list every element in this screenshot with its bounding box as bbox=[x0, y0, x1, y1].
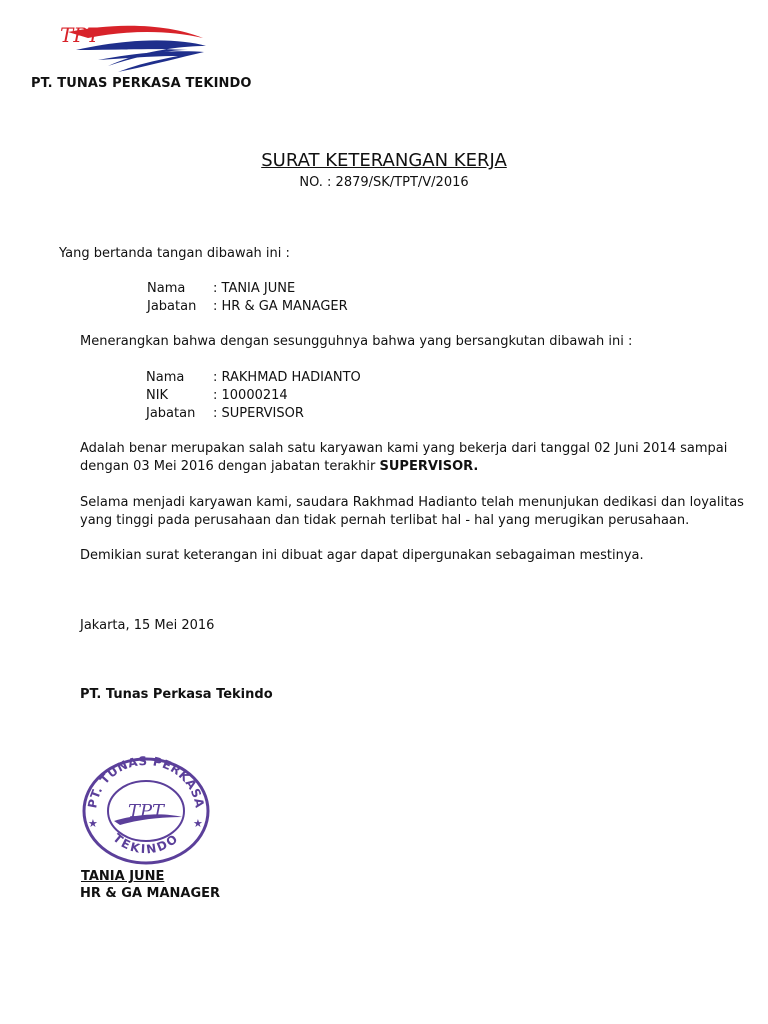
para3-text: Demikian surat keterangan ini dibuat agar dapat dipergunakan sebagaiman mestinya. bbox=[80, 548, 644, 563]
stamp-top-text: PT. TUNAS PERKASA bbox=[85, 755, 207, 810]
signer-name: TANIA JUNE bbox=[81, 869, 165, 884]
stamp-bottom-text: TEKINDO bbox=[110, 830, 182, 857]
employee-position-label: Jabatan bbox=[146, 406, 196, 421]
employee-position-value: : SUPERVISOR bbox=[213, 406, 304, 421]
employee-name-value: : RAKHMAD HADIANTO bbox=[213, 370, 361, 385]
para2-line2: yang tinggi pada perusahaan dan tidak pernah terlibat hal - hal yang merugikan perusahaan. bbox=[80, 513, 690, 528]
signatory-name-label: Nama bbox=[147, 281, 186, 296]
statement-text: Menerangkan bahwa dengan sesungguhnya bahwa yang bersangkutan dibawah ini : bbox=[80, 334, 633, 349]
stamp-center-text: TPT bbox=[127, 801, 165, 822]
signatory-position-label: Jabatan bbox=[147, 299, 197, 314]
letter-number: NO. : 2879/SK/TPT/V/2016 bbox=[299, 175, 469, 190]
signatory-name-value: : TANIA JUNE bbox=[213, 281, 296, 296]
signer-title: HR & GA MANAGER bbox=[80, 886, 221, 901]
para1-line2 bbox=[80, 459, 478, 474]
para1-line2-text: dengan 03 Mei 2016 dengan jabatan terakhir bbox=[80, 459, 380, 474]
logo-text: TPT bbox=[60, 23, 101, 47]
company-logo bbox=[58, 16, 208, 76]
para2-line1: Selama menjadi karyawan kami, saudara Rakhmad Hadianto telah menunjukan dedikasi dan loyalitas bbox=[80, 495, 744, 510]
logo-swoosh-blue-2 bbox=[98, 51, 204, 72]
place-date: Jakarta, 15 Mei 2016 bbox=[80, 618, 215, 633]
para1-line1: Adalah benar merupakan salah satu karyawan kami yang bekerja dari tanggal 02 Juni 2014 sampai bbox=[80, 441, 728, 456]
company-name: PT. TUNAS PERKASA TEKINDO bbox=[31, 76, 252, 91]
stamp-star-right: ★ bbox=[193, 817, 203, 830]
svg-text:TEKINDO bbox=[110, 831, 181, 857]
employee-nik-label: NIK bbox=[146, 388, 169, 403]
signatory-position-value: : HR & GA MANAGER bbox=[213, 299, 348, 314]
employee-name-label: Nama bbox=[146, 370, 185, 385]
intro-text: Yang bertanda tangan dibawah ini : bbox=[59, 246, 290, 261]
company-sign: PT. Tunas Perkasa Tekindo bbox=[80, 687, 273, 702]
company-stamp bbox=[80, 755, 210, 865]
employee-nik-value: : 10000214 bbox=[213, 388, 288, 403]
letter-title: SURAT KETERANGAN KERJA bbox=[261, 150, 507, 171]
stamp-star-left: ★ bbox=[88, 817, 98, 830]
para1-last-position: SUPERVISOR. bbox=[379, 459, 479, 474]
